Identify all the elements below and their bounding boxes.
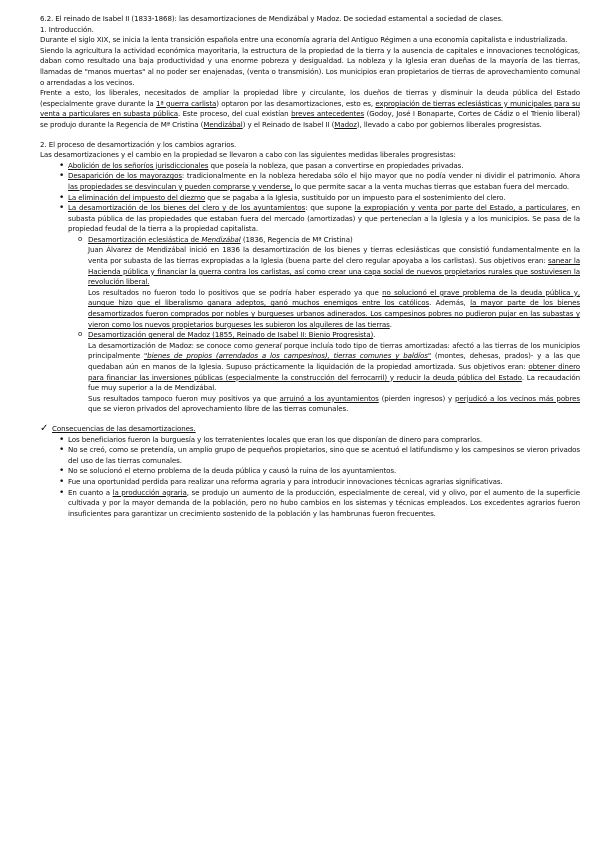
measures-list xyxy=(40,161,580,246)
sublist-item-madoz: o Desamortización general de Madoz (1855, Reinado de Isabel II: Bienio Progresista). xyxy=(88,330,580,341)
list-item: • No se solucionó el eterno problema de la deuda pública y causó la ruina de los ayuntamientos. xyxy=(68,466,580,477)
madoz-list-wrapper xyxy=(40,330,580,341)
list-item: • La desamortización de los bienes del clero y de los ayuntamientos: que supone la expropiación y venta por parte del Estado, a particulares, en subasta pública de las propiedades que estaban fuera del mercado (amortizadas) y que pertenecían a la Iglesia y a los municipios. Se pasa de la propiedad feudal de la tierra a la propiedad capitalista. o Desamortización eclesiástica de Mendizábal (1836, Regencia de Mª Cristina) xyxy=(68,203,580,245)
consequences-heading-row xyxy=(40,424,580,435)
list-item: • La eliminación del impuesto del diezmo que se pagaba a la Iglesia, sustituido por un impuesto para el sostenimiento del clero. xyxy=(68,193,580,204)
sublist-item-mendizabal: o Desamortización eclesiástica de Mendizábal (1836, Regencia de Mª Cristina) xyxy=(88,235,580,246)
section-2-intro: Las desamortizaciones y el cambio en la propiedad se llevaron a cabo con las siguientes medidas liberales progresistas: xyxy=(40,150,456,160)
list-item: • Desaparición de los mayorazgos: tradicionalmente en la nobleza heredaba sólo el hijo mayor que no podía vender ni dividir el patrimonio. Ahora las propiedades se desvinculan y pueden comprarse y venderse, lo que permite sacar a la venta muchas tierras que estaban fuera del mercado. xyxy=(68,171,580,192)
list-item xyxy=(68,330,580,341)
section-1-paragraph-2: Siendo la agricultura la actividad económica mayoritaria, la estructura de la propiedad de la tierra y la ausencia de capitales e innovaciones tecnológicas, daban como resultado una baja productividad y una enorme pobreza y desigualdad. La nobleza y la Iglesia eran dueñas de la mayoría de las tierras, llamadas de "manos muertas" al no poder ser enajenadas, (venta o transmisión). Los municipios eran propietarios de tierras de aprovechamiento comunal o arrendadas a los vecinos. xyxy=(40,45,580,87)
mendizabal-paragraph-2: Los resultados no fueron todo lo positivos que se podría haber esperado ya que no solucionó el grave problema de la deuda pública y, aunque hizo que el liberalismo ganara adeptos, ganó muchos enemigos entre los católicos. Además, la mayor parte de los bienes desamortizados fueron comprados por nobles y burgueses urbanos adinerados. Los campesinos pobres no pudieron pujar en las subastas y vieron como los nuevos propietarios burgueses les subieron los alquileres de las tierras. xyxy=(88,287,580,329)
list-item: • Los beneficiarios fueron la burguesía y los terratenientes locales que eran los que disponían de dinero para comprarlos. xyxy=(68,435,580,446)
section-2-heading: 2. El proceso de desamortización y los cambios agrarios. xyxy=(40,139,237,149)
document-page xyxy=(40,14,580,519)
consequences-list xyxy=(40,435,580,520)
list-item: • Fue una oportunidad perdida para realizar una reforma agraria y para introducir innovaciones técnicas agrarias significativas. xyxy=(68,477,580,488)
document-title: 6.2. El reinado de Isabel II (1833-1868): las desamortizaciones de Mendizábal y Madoz. De sociedad estamental a sociedad de clases. xyxy=(40,14,504,23)
section-1-paragraph-1: Durante el siglo XIX, se inicia la lenta transición española entre una economía agraria del Antiguo Régimen a una economía capitalista e industrializada. xyxy=(40,35,568,45)
list-item: • Abolición de los señoríos jurisdiccionales que poseía la nobleza, que pasan a convertirse en propiedades privadas. xyxy=(68,161,580,172)
madoz-paragraph-2: Sus resultados tampoco fueron muy positivos ya que arruinó a los ayuntamientos (pierden ingresos) y perjudicó a los vecinos más pobres que se vieron privados del aprovechamiento libre de las tierras comunales. xyxy=(88,393,580,414)
list-item: • En cuanto a la producción agraria, se produjo un aumento de la producción, especialmente de cereal, vid y olivo, por el aumento de la superficie cultivada y por la mayor demanda de la población, pero no hubo cambios en los sistemas y técnicas empleados. Los excedentes agrarios fueron insuficientes para garantizar un crecimiento sostenido de la población y las hambrunas fueron frecuentes. xyxy=(68,488,580,520)
desamortization-sublist-2 xyxy=(68,330,580,341)
consequences-heading: Consecuencias de las desamortizaciones. xyxy=(52,423,196,433)
madoz-paragraph-1: La desamortización de Madoz: se conoce como general porque incluía todo tipo de tierras amortizadas: afectó a las tierras de los municipios principalmente "bienes de propios (arrendados a los campesinos), tierras comunes y baldíos" (montes, dehesas, prados)- y a las que quedaban aún en manos de la Iglesia. Supuso prácticamente la liquidación de la propiedad amortizada. Sus objetivos eran: obtener dinero para financiar las inversiones públicas (especialmente la construcción del ferrocarril) y reducir la deuda pública del Estado. La recaudación fue muy superior a la de Mendizábal. xyxy=(88,340,581,393)
section-1-paragraph-3: Frente a esto, los liberales, necesitados de ampliar la propiedad libre y circulante, los dueños de tierras y disminuir la deuda pública del Estado (especialmente grave durante la 1ª guerra carlista) optaron por las desamortizaciones, esto es, expropiación de tierras eclesiásticas y municipales para su venta a particulares en subasta pública. Este proceso, del cual existían breves antecedentes (Godoy, José I Bonaparte, Cortes de Cádiz o el Trienio liberal) se produjo durante la Regencia de Mª Cristina (Mendizábal) y el Reinado de Isabel II (Madoz), llevado a cabo por gobiernos liberales progresistas. xyxy=(40,88,580,129)
list-item: • No se creó, como se pretendía, un amplio grupo de pequeños propietarios, sino que se acentuó el latifundismo y los campesinos se vieron privados del uso de las tierras comunales. xyxy=(68,445,580,466)
checkmark-icon: ✓ xyxy=(40,422,49,434)
mendizabal-paragraph-1: Juan Álvarez de Mendizábal inició en 1836 la desamortización de los bienes y tierras eclesiásticas que consistió fundamentalmente en la venta por subasta de las tierras expropiadas a la Iglesia (buena parte del clero regular apoyaba a los carlistas). Sus objetivos eran: sanear la Hacienda pública y financiar la guerra contra los carlistas, así como crear una capa social de nuevos propietarios rurales que sostuviesen la revolución liberal. xyxy=(88,245,580,287)
desamortization-sublist xyxy=(68,235,580,246)
section-1-heading: 1. Introducción. xyxy=(40,24,94,34)
